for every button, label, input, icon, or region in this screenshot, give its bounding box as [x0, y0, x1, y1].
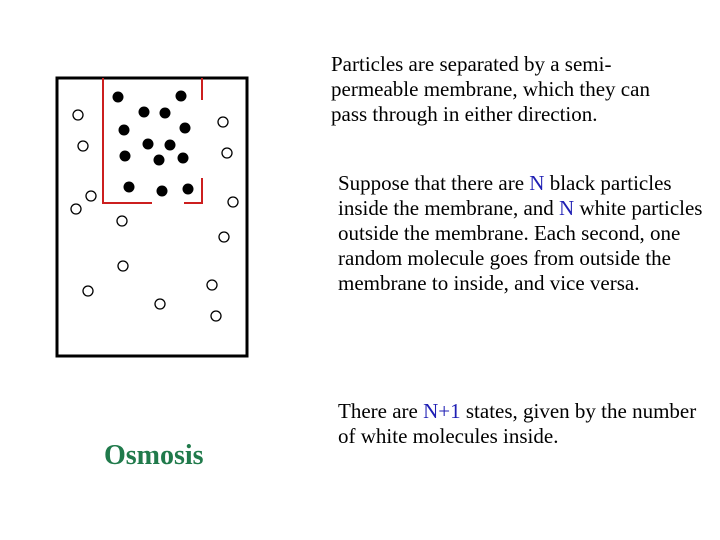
white-particle — [207, 280, 217, 290]
states-text-2: states, given by the number of white molecules inside. — [338, 399, 697, 448]
white-particle — [219, 232, 229, 242]
black-particle — [157, 186, 168, 197]
white-particle — [71, 204, 81, 214]
black-particle — [176, 91, 187, 102]
white-particle — [155, 299, 165, 309]
white-particle — [73, 110, 83, 120]
black-particle — [124, 182, 135, 193]
black-particle — [120, 151, 131, 162]
black-particle — [113, 92, 124, 103]
black-particle — [119, 125, 130, 136]
white-particles — [71, 110, 238, 321]
black-particle — [180, 123, 191, 134]
black-particle — [165, 140, 176, 151]
white-particle — [218, 117, 228, 127]
black-particle — [160, 108, 171, 119]
black-particle — [183, 184, 194, 195]
white-particle — [83, 286, 93, 296]
n-white-variable: N — [559, 196, 575, 220]
diagram-title: Osmosis — [104, 440, 204, 471]
setup-text-3: white particles outside the membrane. Each second, one random molecule goes from outside the membrane to inside, and vice versa. — [338, 196, 703, 295]
description-paragraph: Particles are separated by a semi-permeable membrane, which they can pass through in either direction. — [331, 52, 650, 126]
setup-text-1: Suppose that there are — [338, 171, 530, 195]
black-particle — [178, 153, 189, 164]
white-particle — [222, 148, 232, 158]
states-text-1: There are — [338, 399, 424, 423]
black-particle — [154, 155, 165, 166]
white-particle — [118, 261, 128, 271]
setup-paragraph — [338, 171, 713, 296]
white-particle — [78, 141, 88, 151]
n-black-variable: N — [529, 171, 545, 195]
states-paragraph — [338, 399, 713, 449]
white-particle — [228, 197, 238, 207]
setup-text-2: black particles inside the membrane, and — [338, 171, 672, 220]
black-particle — [143, 139, 154, 150]
states-count-variable: N+1 — [423, 399, 461, 423]
white-particle — [86, 191, 96, 201]
black-particles — [113, 91, 194, 197]
black-particle — [139, 107, 150, 118]
white-particle — [117, 216, 127, 226]
white-particle — [211, 311, 221, 321]
